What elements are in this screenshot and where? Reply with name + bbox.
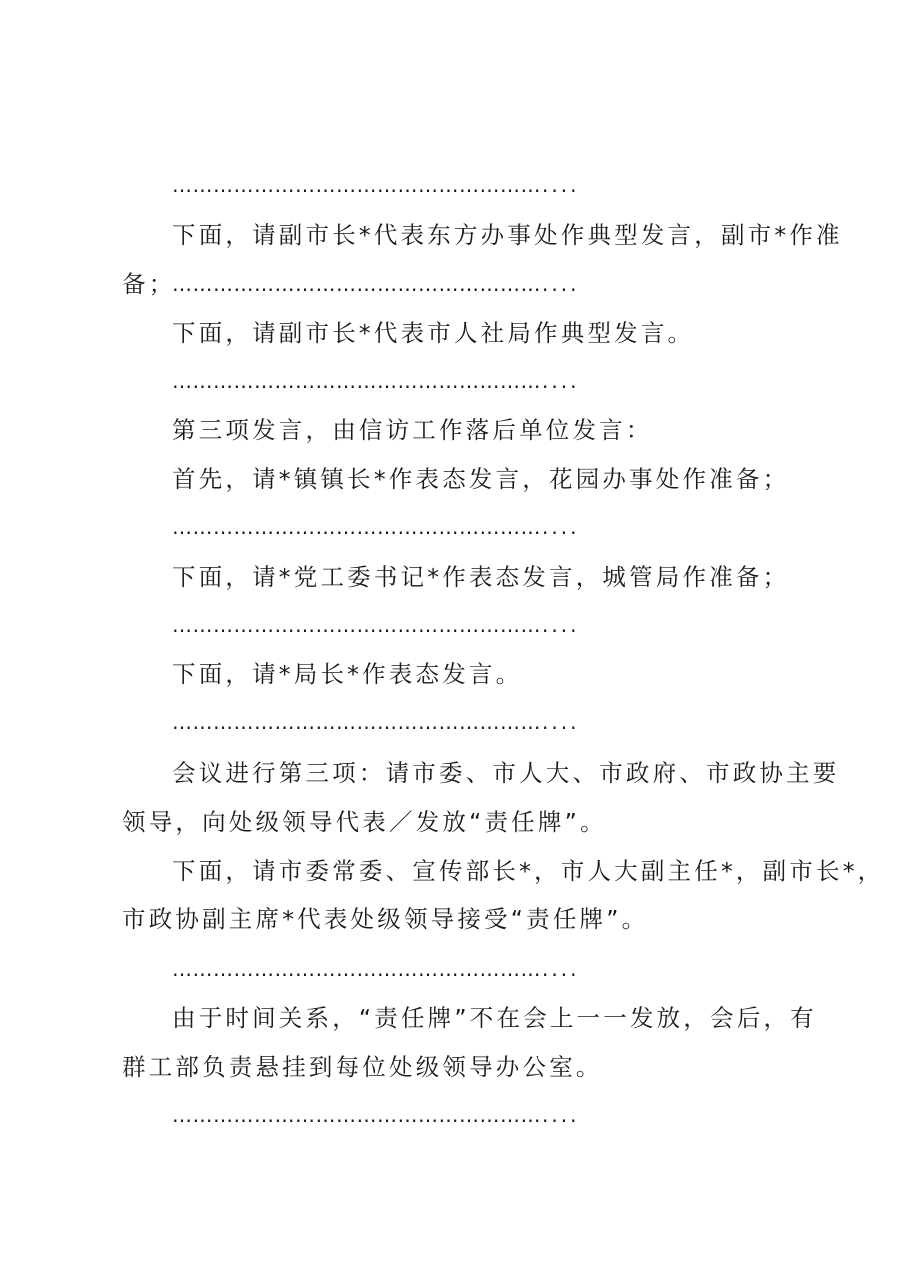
ellipsis-line bbox=[172, 1101, 579, 1129]
ellipsis-line bbox=[172, 708, 579, 736]
paragraph-text: 备； bbox=[122, 270, 176, 298]
paragraph-line: 下面，请副市长*代表东方办事处作典型发言，副市*作准 bbox=[172, 221, 843, 249]
ellipsis-lead: ……………………………………………… bbox=[172, 1103, 541, 1127]
ellipsis-tail: .... bbox=[542, 369, 580, 393]
ellipsis-tail: .... bbox=[542, 957, 580, 981]
ellipsis-line bbox=[172, 955, 579, 983]
ellipsis-tail: .... bbox=[542, 272, 580, 296]
ellipsis-tail: .... bbox=[542, 710, 580, 734]
ellipsis-line bbox=[172, 367, 579, 395]
paragraph-line: 下面，请*党工委书记*作表态发言，城管局作准备； bbox=[172, 563, 790, 591]
paragraph-line: 下面，请副市长*代表市人社局作典型发言。 bbox=[172, 319, 695, 347]
ellipsis-line bbox=[172, 171, 579, 199]
ellipsis-line bbox=[172, 513, 579, 541]
paragraph-line: 由于时间关系，“责任牌”不在会上一一发放，会后，有 bbox=[172, 1004, 817, 1032]
ellipsis-lead: ……………………………………………… bbox=[172, 173, 541, 197]
ellipsis-tail: .... bbox=[542, 515, 580, 539]
paragraph-line: 首先，请*镇镇长*作表态发言，花园办事处作准备； bbox=[172, 465, 790, 493]
paragraph-line: 下面，请*局长*作表态发言。 bbox=[172, 660, 523, 688]
paragraph-line: 第三项发言，由信访工作落后单位发言： bbox=[172, 416, 653, 444]
ellipsis-line bbox=[172, 611, 579, 639]
ellipsis-line bbox=[172, 270, 579, 298]
paragraph-line: 会议进行第三项：请市委、市人大、市政府、市政协主要 bbox=[172, 759, 840, 787]
ellipsis-lead: ……………………………………………… bbox=[172, 613, 541, 637]
paragraph-line: 群工部负责悬挂到每位处级领导办公室。 bbox=[122, 1053, 603, 1081]
ellipsis-lead: ……………………………………………… bbox=[172, 515, 541, 539]
paragraph-line: 领导，向处级领导代表／发放“责任牌”。 bbox=[122, 808, 607, 836]
ellipsis-lead: ……………………………………………… bbox=[172, 369, 541, 393]
ellipsis-tail: .... bbox=[542, 613, 580, 637]
paragraph-line: 市政协副主席*代表处级领导接受“责任牌”。 bbox=[122, 905, 649, 933]
ellipsis-tail: .... bbox=[542, 173, 580, 197]
ellipsis-tail: .... bbox=[542, 1103, 580, 1127]
ellipsis-lead: ……………………………………………… bbox=[172, 272, 541, 296]
ellipsis-lead: ……………………………………………… bbox=[172, 710, 541, 734]
paragraph-line: 下面，请市委常委、宣传部长*，市人大副主任*，副市长*， bbox=[172, 857, 885, 885]
ellipsis-lead: ……………………………………………… bbox=[172, 957, 541, 981]
